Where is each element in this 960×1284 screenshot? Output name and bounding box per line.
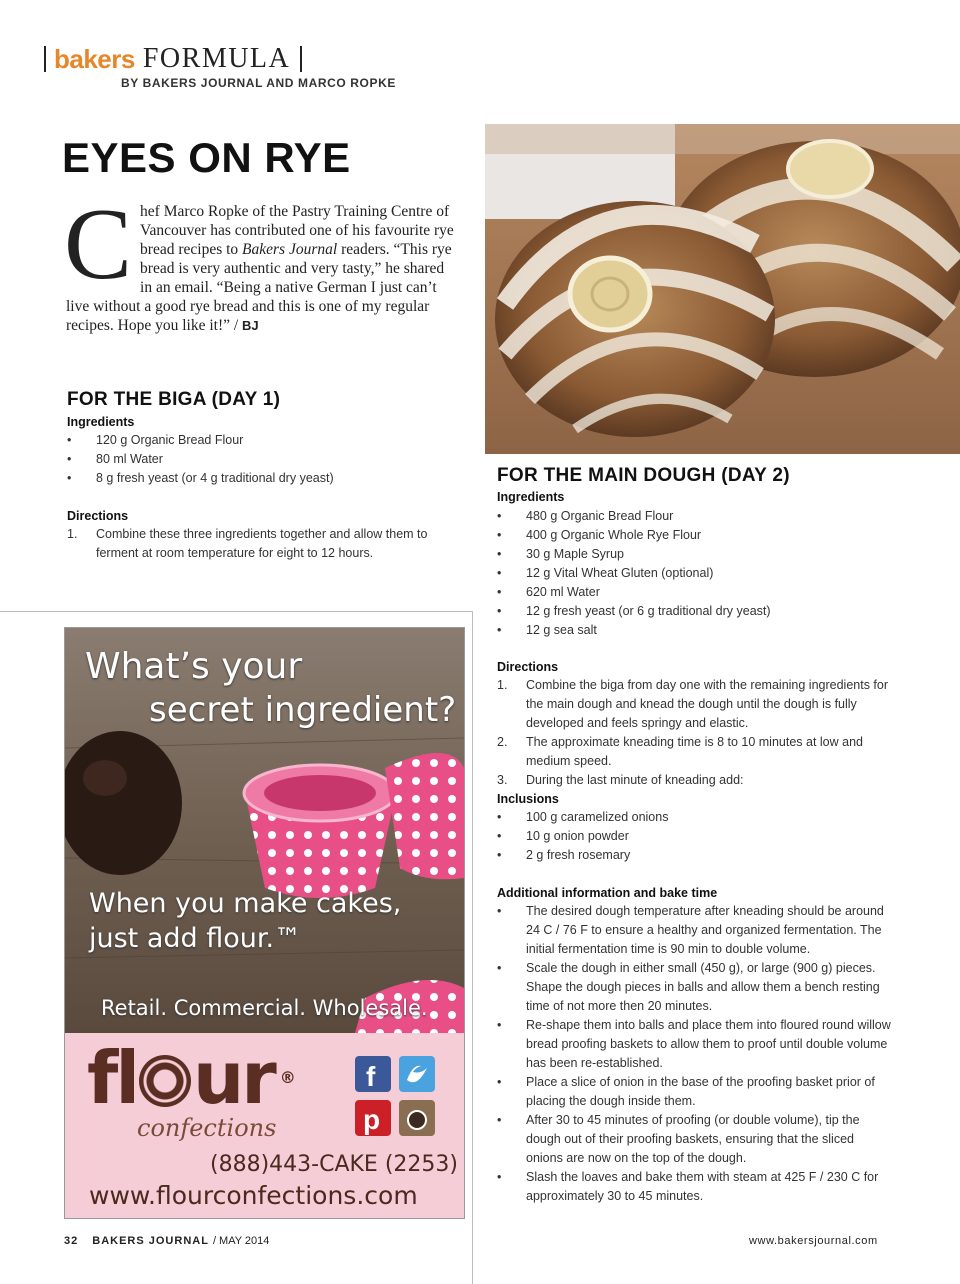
bullet: • [497, 810, 502, 824]
bullet: • [497, 1075, 502, 1089]
ad-tagline-1: When you make cakes, [89, 888, 402, 919]
list-item: • 12 g sea salt [497, 621, 892, 640]
list-item: 1. Combine the biga from day one with the remaining ingredients for the main dough and knead the dough until the dough is fully developed and feels springy and elastic. [497, 678, 889, 730]
list-item: • Slash the loaves and bake them with steam at 425 F / 230 C for approximately 30 to 45 minutes. [497, 1168, 892, 1206]
bullet: • [497, 1113, 502, 1127]
magazine-header [44, 44, 302, 74]
list-item: • 10 g onion powder [497, 827, 892, 846]
page-footer-left [64, 1235, 269, 1247]
bullet: • [497, 566, 502, 580]
list-item: • 480 g Organic Bread Flour [497, 507, 892, 526]
main-dough-heading: FOR THE MAIN DOUGH (DAY 2) [497, 465, 790, 486]
main-dough-directions-label: Directions [497, 660, 559, 674]
list-item: • 620 ml Water [497, 583, 892, 602]
header-divider-right [300, 46, 302, 72]
list-item: 3. During the last minute of kneading add: [497, 773, 744, 787]
bullet: • [67, 452, 72, 466]
bullet: • [497, 829, 502, 843]
ad-headline-2: secret ingredient? [149, 690, 457, 730]
flour-confections-ad[interactable] [64, 627, 465, 1219]
list-item: • 30 g Maple Syrup [497, 545, 892, 564]
list-item: • 2 g fresh rosemary [497, 846, 892, 865]
list-item: • 400 g Organic Whole Rye Flour [497, 526, 892, 545]
footer-url[interactable]: www.bakersjournal.com [749, 1235, 878, 1247]
list-item: • 12 g fresh yeast (or 6 g traditional dry yeast) [497, 602, 892, 621]
inclusions-list [497, 808, 892, 865]
intro-publication: Bakers Journal [242, 241, 338, 258]
bullet: • [497, 961, 502, 975]
intro-signature: BJ [242, 318, 259, 333]
front-loaf [495, 201, 775, 437]
list-item: • 8 g fresh yeast (or 4 g traditional dry yeast) [67, 469, 459, 488]
footer-magazine: BAKERS JOURNAL [92, 1235, 209, 1247]
main-dough-ingredients-label: Ingredients [497, 490, 565, 504]
inclusions-label: Inclusions [497, 792, 559, 806]
logo-subtitle: confections [137, 1114, 277, 1142]
byline: BY BAKERS JOURNAL AND MARCO ROPKE [121, 76, 396, 90]
bullet: • [497, 585, 502, 599]
list-item: 2. The approximate kneading time is 8 to 10 minutes at low and medium speed. [497, 735, 863, 768]
bullet: • [497, 509, 502, 523]
additional-info-label: Additional information and bake time [497, 886, 718, 900]
ad-tagline-2: just add flour.™ [89, 923, 302, 954]
biga-ingredients-list [67, 431, 459, 488]
bread-illustration [485, 124, 960, 454]
list-item: 1. Combine these three ingredients together and allow them to ferment at room temperature for eight to 12 hours. [67, 527, 428, 560]
daisy-logo-icon [139, 1055, 191, 1107]
header-divider-left [44, 46, 46, 72]
ad-retail-line: Retail. Commercial. Wholesale. [101, 996, 428, 1020]
additional-info-list [497, 902, 892, 1206]
bullet: • [67, 471, 72, 485]
biga-heading: FOR THE BIGA (DAY 1) [67, 389, 281, 410]
page-number: 32 [64, 1235, 79, 1247]
intro-text-a: hef Marco Ropke of the Pastry Training Centre of Vancouver has contributed one of his favourite rye bread recipes to [140, 203, 454, 258]
article-title: EYES ON RYE [62, 134, 351, 181]
main-dough-ingredients-list [497, 507, 892, 640]
bullet: • [497, 528, 502, 542]
bullet: • [497, 904, 502, 918]
list-item: • Place a slice of onion in the base of the proofing basket prior of placing the dough inside them. [497, 1073, 892, 1111]
list-item: • The desired dough temperature after kneading should be around 24 C / 76 F to ensure a healthy and organized fermentation. The initial fermentation time is 90 min to double volume. [497, 902, 892, 959]
intro-text-b: readers. “This rye bread is very authentic and very tasty,” he shared in an email. “Being a native German I just can’t live without a good rye bread and this is one of my regular recipes. Hope you like it!” / [66, 241, 452, 334]
biga-directions-list [67, 525, 459, 563]
list-item: • 100 g caramelized onions [497, 808, 892, 827]
svg-text:p: p [363, 1104, 381, 1135]
header-formula: FORMULA [142, 43, 291, 74]
list-item: • 120 g Organic Bread Flour [67, 431, 459, 450]
drop-cap: C [64, 188, 133, 301]
footer-issue: / MAY 2014 [212, 1235, 270, 1247]
article-intro [64, 188, 458, 335]
bullet: • [497, 604, 502, 618]
svg-text:f: f [366, 1061, 376, 1092]
list-item: • Scale the dough in either small (450 g), or large (900 g) pieces. Shape the dough pieces in balls and allow them a bench resting time of not more then 20 minutes. [497, 959, 892, 1016]
bullet: • [497, 547, 502, 561]
main-dough-directions-list [497, 676, 892, 790]
biga-directions-label: Directions [67, 509, 129, 523]
list-item: • 80 ml Water [67, 450, 459, 469]
bullet: • [497, 1170, 502, 1184]
bullet: • [497, 623, 502, 637]
list-item: • After 30 to 45 minutes of proofing (or double volume), tip the dough out of their proofing baskets, ensuring that the sliced onions are now on the top of the dough. [497, 1111, 892, 1168]
ad-headline-1: What’s your [85, 646, 303, 687]
biga-ingredients-label: Ingredients [67, 415, 135, 429]
list-item: • Re-shape them into balls and place them into floured round willow bread proofing baskets to allow them to proof until double volume has been re-established. [497, 1016, 892, 1073]
flour-logo: fl ur ® [87, 1036, 296, 1120]
ad-website[interactable]: www.flourconfections.com [89, 1181, 418, 1210]
bullet: • [497, 848, 502, 862]
ad-phone[interactable]: (888)443-CAKE (2253) [210, 1152, 458, 1177]
list-item: • 12 g Vital Wheat Gluten (optional) [497, 564, 892, 583]
rye-bread-photo [485, 124, 960, 454]
bullet: • [497, 1018, 502, 1032]
header-brand: bakers [54, 43, 135, 74]
bullet: • [67, 433, 72, 447]
